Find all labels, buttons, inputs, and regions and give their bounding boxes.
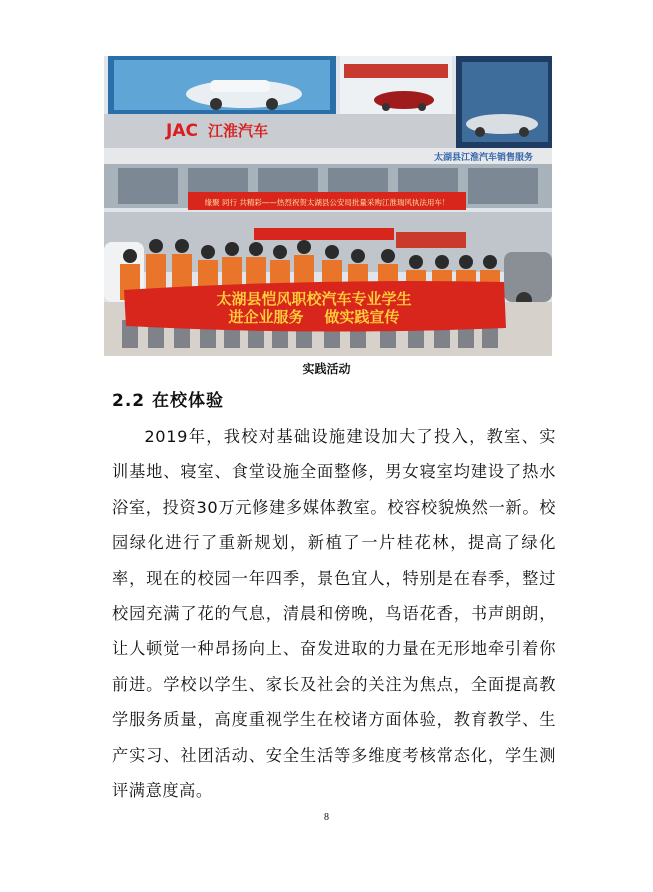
svg-text:缘聚 同行 共精彩——热烈祝贺太湖县公安局批量采购江淮瑞风执: 缘聚 同行 共精彩——热烈祝贺太湖县公安局批量采购江淮瑞风执法用车！ [204, 198, 450, 207]
page-number: 8 [324, 812, 329, 823]
svg-text:太湖县恺风职校汽车专业学生: 太湖县恺风职校汽车专业学生 [216, 290, 412, 308]
svg-text:进企业服务 做实践宣传: 进企业服务 做实践宣传 [228, 308, 400, 326]
photo-illustration [104, 56, 552, 356]
svg-text:太湖县江淮汽车销售服务: 太湖县江淮汽车销售服务 [434, 153, 534, 163]
svg-text:江淮汽车: 江淮汽车 [208, 122, 269, 140]
section-paragraph: 2019年，我校对基础设施建设加大了投入，教室、实训基地、寝室、食堂设施全面整修，男女寝室均建设了热水浴室，投资30万元修建多媒体教室。校容校貌焕然一新。校园绿化进行了重新规划，新植了一片桂花林，提高了绿化率，现在的校园一年四季，景色宜人，特别是在春季，整过校园充满了花的气息，清晨和傍晚，鸟语花香，书声朗朗，让人顿觉一种昂扬向上、奋发进取的力量在无形地牵引着你前进。学校以学生、家长及社会的关注为焦点，全面提高教学服务质量，高度重视学生在校诸方面体验，教育教学、生产实习、社团活动、安全生活等多维度考核常态化，学生测评满意度高。 [112, 427, 556, 801]
practice-activity-photo [104, 56, 552, 356]
section-heading: 2.2 在校体验 [112, 391, 225, 411]
svg-text:JAC: JAC [166, 121, 198, 141]
photo-caption: 实践活动 [302, 362, 351, 376]
